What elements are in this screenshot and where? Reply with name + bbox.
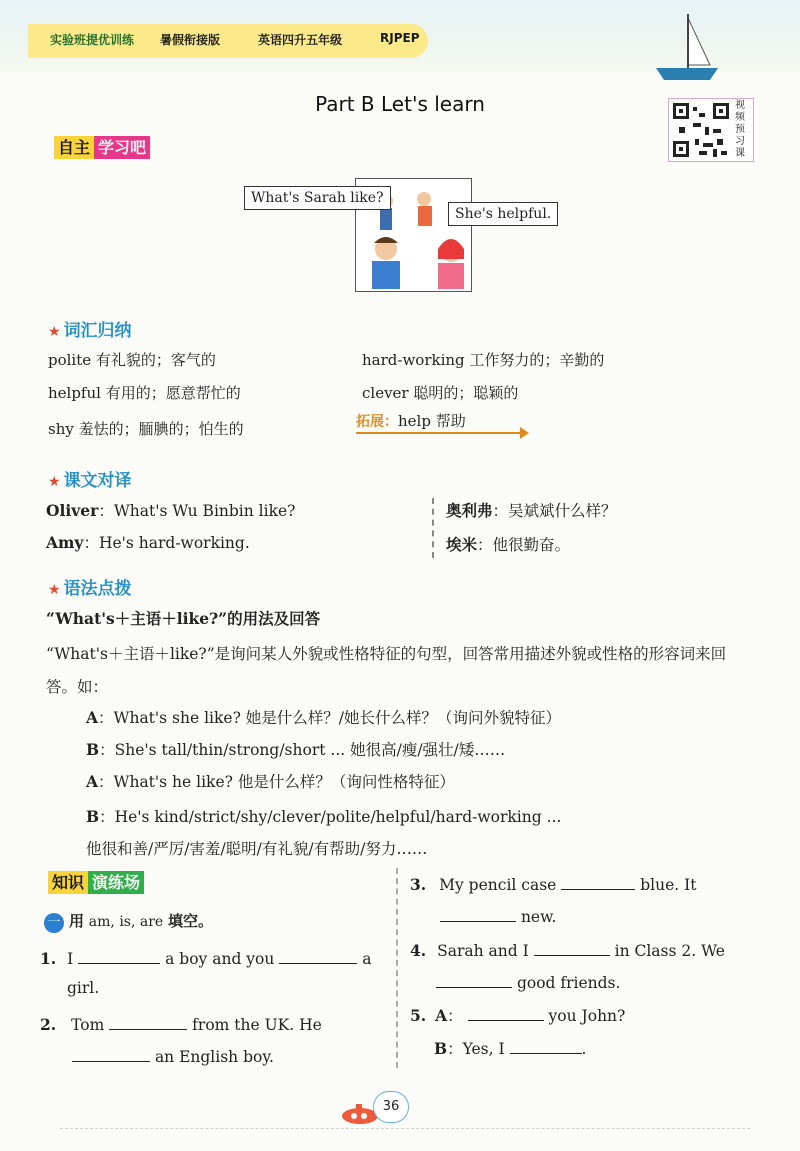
translation-line-zh-1 — [446, 499, 617, 521]
q-text: new. — [520, 908, 557, 926]
question-3-cont — [440, 905, 556, 926]
exercise-number: 一 — [44, 913, 64, 933]
speaker-name-zh: 埃米 — [446, 535, 478, 554]
star-icon: ★ — [48, 582, 61, 598]
answer-blank[interactable] — [72, 1045, 150, 1062]
answer-blank[interactable] — [510, 1037, 582, 1054]
q-text: in Class 2. We — [614, 942, 725, 960]
grammar-example-4 — [86, 805, 561, 827]
q-text: Tom — [71, 1016, 105, 1034]
line-text: ：What's Wu Binbin like? — [98, 502, 296, 520]
extension-label: 拓展： — [356, 414, 398, 430]
vocab-heading — [48, 316, 132, 341]
speech-bubble-question: What's Sarah like? — [244, 186, 391, 210]
question-number: 3. — [410, 875, 427, 894]
answer-blank[interactable] — [109, 1013, 187, 1030]
q-text: you John? — [548, 1007, 626, 1025]
answer-blank[interactable] — [561, 873, 635, 890]
translation-line-zh-2 — [446, 533, 570, 555]
series-name: 实验班提优训练 — [50, 33, 135, 47]
exercise-divider — [396, 868, 398, 1068]
practice-badge — [42, 870, 150, 896]
subject-name: 英语四升五年级 — [258, 33, 343, 47]
extension-arrow-tip — [520, 427, 529, 439]
q-text: an English boy. — [154, 1048, 274, 1066]
q-text: ：Yes, I — [447, 1040, 505, 1058]
q-text: I — [67, 950, 74, 968]
example-label: B — [86, 740, 100, 759]
speaker-name: Amy — [46, 533, 84, 552]
vocab-extension — [356, 410, 466, 431]
q-text: a — [362, 950, 372, 968]
grammar-example-3 — [86, 770, 455, 792]
answer-blank[interactable] — [440, 905, 516, 922]
vocab-hard-working: hard-working 工作努力的；辛勤的 — [362, 351, 605, 369]
grammar-last-line: 他很和善/严厉/害羞/聪明/有礼貌/有帮助/努力…… — [86, 840, 428, 858]
badge-part2: 演练场 — [88, 871, 144, 894]
speaker-label: A — [435, 1006, 448, 1025]
answer-blank[interactable] — [534, 939, 610, 956]
speech-bubble-answer: She's helpful. — [448, 202, 558, 226]
star-icon: ★ — [48, 324, 61, 340]
q-text: a boy and you — [165, 950, 275, 968]
line-text-zh: ：他很勤奋。 — [477, 536, 571, 554]
vocab-heading-text: 词汇归纳 — [63, 321, 132, 341]
translation-line-en-1 — [46, 499, 295, 521]
example-label: B — [86, 807, 100, 826]
grammar-example-1 — [86, 706, 561, 728]
q-text: from the UK. He — [192, 1016, 322, 1034]
question-4-cont — [436, 971, 620, 992]
instruction-pre: 用 — [69, 912, 85, 930]
question-5: 5. A： you John? — [410, 1006, 626, 1025]
edition-name: 暑假衔接版 — [160, 33, 221, 47]
example-label: A — [86, 772, 99, 791]
example-text: ：What's he like? 他是什么样？（询问性格特征） — [98, 773, 455, 791]
question-1 — [40, 947, 372, 968]
question-1-cont: girl. — [67, 979, 100, 997]
translation-line-en-2 — [46, 531, 250, 553]
grammar-subheading: “What's＋主语＋like?”的用法及回答 — [46, 609, 321, 628]
qr-label: 视频预习课 — [735, 100, 745, 159]
translation-divider — [432, 498, 434, 558]
star-icon: ★ — [48, 474, 61, 490]
badge-part1: 知识 — [48, 871, 88, 894]
grammar-example-2 — [86, 738, 505, 760]
question-number: 2. — [40, 1015, 57, 1034]
instruction-post: 填空。 — [168, 912, 214, 930]
instruction-words: am, is, are — [88, 914, 164, 930]
grammar-heading-text: 语法点拨 — [63, 579, 132, 599]
question-number: 1. — [40, 949, 57, 968]
self-study-badge — [48, 135, 156, 161]
speaker-name-zh: 奥利弗 — [446, 501, 493, 520]
extension-arrow — [356, 432, 526, 434]
translation-heading-text: 课文对译 — [63, 471, 132, 491]
speaker-label: B — [434, 1039, 448, 1058]
answer-blank[interactable] — [436, 971, 512, 988]
grammar-heading — [48, 574, 132, 599]
question-number: 5. — [410, 1006, 427, 1025]
q-text: good friends. — [516, 974, 621, 992]
translation-heading — [48, 466, 132, 491]
version-name: RJPEP — [380, 31, 420, 45]
answer-blank[interactable] — [468, 1004, 544, 1021]
example-label: A — [86, 708, 99, 727]
page-number: 36 — [373, 1091, 409, 1123]
question-3 — [410, 873, 696, 894]
exercise-instruction — [44, 910, 213, 933]
question-5-cont: B：Yes, I . — [434, 1039, 587, 1058]
grammar-intro: “What's＋主语＋like?”是询问某人外貌或性格特征的句型，回答常用描述外貌或性格的形容词来回答。如： — [46, 645, 727, 696]
answer-blank[interactable] — [279, 947, 357, 964]
vocab-shy: shy 羞怯的；腼腆的；怕生的 — [48, 420, 244, 438]
badge-part2: 学习吧 — [94, 136, 150, 159]
speaker-name: Oliver — [46, 501, 99, 520]
q-text: Sarah and I — [437, 942, 529, 960]
vocab-polite: polite 有礼貌的；客气的 — [48, 351, 216, 369]
sailboat-icon — [648, 10, 728, 82]
q-text: blue. It — [640, 876, 697, 894]
question-2-cont — [72, 1045, 274, 1066]
extension-text: help 帮助 — [398, 412, 466, 430]
answer-blank[interactable] — [78, 947, 160, 964]
footer-line — [60, 1128, 750, 1129]
example-text: ：What's she like? 她是什么样？/她长什么样？（询问外貌特征） — [98, 709, 562, 727]
vocab-helpful: helpful 有用的；愿意帮忙的 — [48, 384, 241, 402]
line-text-zh: ：吴斌斌什么样？ — [492, 502, 617, 520]
q-text: My pencil case — [439, 876, 557, 894]
question-2 — [40, 1013, 322, 1034]
example-text: ：He's kind/strict/shy/clever/polite/helpful/hard-working ... — [99, 808, 562, 826]
question-4 — [410, 939, 725, 960]
page-title: Part B Let's learn — [315, 92, 485, 116]
badge-part1: 自主 — [54, 136, 94, 159]
line-text: ：He's hard-working. — [83, 534, 250, 552]
example-text: ：She's tall/thin/strong/short ... 她很高/瘦/强壮/矮…… — [99, 741, 506, 759]
vocab-clever: clever 聪明的；聪颖的 — [362, 384, 519, 402]
question-number: 4. — [410, 941, 427, 960]
